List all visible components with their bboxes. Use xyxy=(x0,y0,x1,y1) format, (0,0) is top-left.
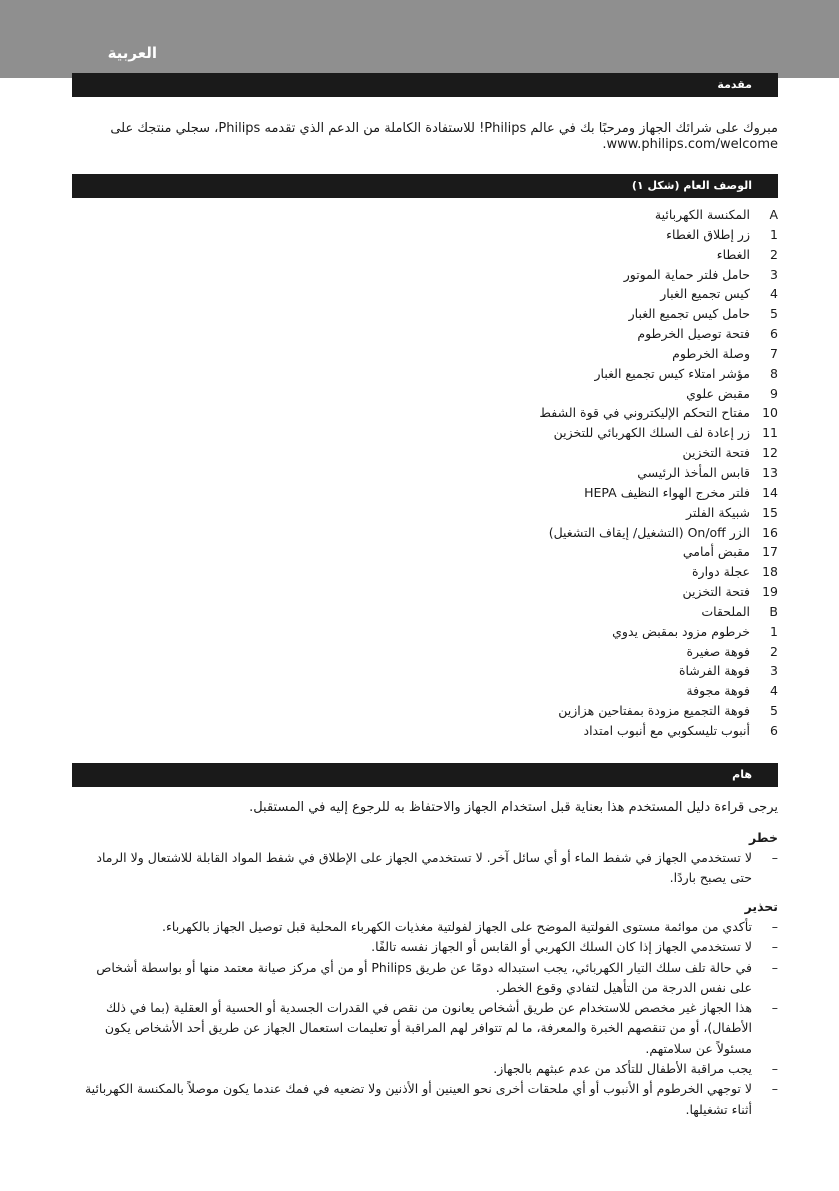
item-label: فتحة التخزين xyxy=(682,584,750,600)
item-number: 8 xyxy=(770,365,778,381)
language-tab xyxy=(0,0,839,78)
important-intro: يرجى قراءة دليل المستخدم هذا بعناية قبل استخدام الجهاز والاحتفاظ به للرجوع إليه في المستقبل. xyxy=(249,800,778,815)
parts-list-item xyxy=(539,265,778,285)
item-label: حامل فلتر حماية الموتور xyxy=(623,266,750,282)
parts-list-item xyxy=(539,701,778,721)
intro-paragraph-line2: www.philips.com/welcome. xyxy=(602,137,778,152)
item-number: 12 xyxy=(762,445,778,461)
parts-list-item xyxy=(539,602,778,622)
item-label: الملحقات xyxy=(701,603,750,619)
item-number: 14 xyxy=(762,484,778,500)
warning-item xyxy=(80,958,778,999)
item-label: قابس المأخذ الرئيسي xyxy=(637,464,750,480)
item-label: فلتر مخرج الهواء النظيف HEPA xyxy=(584,484,750,500)
item-number: 2 xyxy=(770,246,778,262)
section-heading-introduction: مقدمة xyxy=(72,73,778,97)
item-label: كيس تجميع الغبار xyxy=(660,286,750,302)
item-number: 2 xyxy=(770,643,778,659)
danger-item-text: لا تستخدمي الجهاز في شفط الماء أو أي سائل آخر. لا تستخدمي الجهاز على الإطلاق في شفط المواد القابلة للاشتعال ولا الرماد حتى يصبح باردًا. xyxy=(96,850,752,886)
item-number: 17 xyxy=(762,544,778,560)
item-number: 4 xyxy=(770,286,778,302)
bullet-dash: – xyxy=(771,919,778,934)
danger-list xyxy=(80,848,778,889)
item-number: 15 xyxy=(762,504,778,520)
parts-list-item xyxy=(539,661,778,681)
parts-list-item xyxy=(539,503,778,523)
bullet-dash: – xyxy=(771,1000,778,1016)
parts-list-item xyxy=(539,284,778,304)
item-number: 16 xyxy=(762,524,778,540)
item-label: مقبض أمامي xyxy=(682,544,750,560)
intro-paragraph-line1: مبروك على شرائك الجهاز ومرحبًا بك في عالم Philips! للاستفادة الكاملة من الدعم الذي تقدمه Philips، سجلي منتجك على xyxy=(110,121,778,136)
item-label: مفتاح التحكم الإليكتروني في قوة الشفط xyxy=(539,405,750,421)
parts-list-item xyxy=(539,205,778,225)
warning-item xyxy=(80,998,778,1059)
bullet-dash: – xyxy=(771,1061,778,1077)
item-label: زر إعادة لف السلك الكهربائي للتخزين xyxy=(553,425,750,441)
parts-list-item xyxy=(539,324,778,344)
item-label: شبيكة الفلتر xyxy=(685,504,750,520)
item-number: 13 xyxy=(762,464,778,480)
danger-title: خطر xyxy=(749,830,778,845)
parts-list-item xyxy=(539,364,778,384)
parts-list-item xyxy=(539,304,778,324)
item-number: 1 xyxy=(770,623,778,639)
parts-list-item xyxy=(539,443,778,463)
item-number: B xyxy=(769,603,778,619)
item-number: 18 xyxy=(762,564,778,580)
parts-list-item xyxy=(539,681,778,701)
item-number: 5 xyxy=(770,306,778,322)
item-label: المكنسة الكهربائية xyxy=(654,207,750,222)
parts-list-item xyxy=(539,721,778,741)
item-number: A xyxy=(769,207,778,222)
parts-list-item xyxy=(539,642,778,662)
warning-item xyxy=(80,1059,778,1079)
warning-item-text: تأكدي من موائمة مستوى الفولتية الموضح على الجهاز لفولتية مغذيات الكهرباء المحلية قبل توصيل الجهاز بالكهرباء. xyxy=(162,919,752,934)
section-heading-important: هام xyxy=(72,763,778,787)
item-label: فتحة التخزين xyxy=(682,445,750,461)
item-number: 9 xyxy=(770,385,778,401)
warning-item xyxy=(80,917,778,937)
language-tab-label: العربية xyxy=(107,44,157,62)
warning-item-text: في حالة تلف سلك التيار الكهربائي، يجب استبداله دومًا عن طريق Philips أو من أي مركز صيانة معتمد منها أو بواسطة أشخاص على نفس الدرجة من التأهيل لتفادي وقوع الخطر. xyxy=(96,959,752,995)
bullet-dash: – xyxy=(771,850,778,865)
warning-item-text: هذا الجهاز غير مخصص للاستخدام عن طريق أشخاص يعانون من نقص في القدرات الجسدية أو الحسية أو العقلية (بما في ذلك الأطفال)، أو من تنقصهم الخبرة والمعرفة، ما لم تتوافر لهم المراقبة أو تعليمات استعمال الجهاز عن طريق أحد الأشخاص يكون مسئولاً عن سلامتهم. xyxy=(104,1000,752,1056)
item-label: خرطوم مزود بمقبض يدوي xyxy=(612,623,750,639)
item-label: فوهة التجميع مزودة بمفتاحين هزازين xyxy=(558,703,750,719)
item-number: 6 xyxy=(770,326,778,342)
parts-list xyxy=(539,205,778,741)
parts-list-item xyxy=(539,582,778,602)
parts-list-item xyxy=(539,403,778,423)
item-label: أنبوب تليسكوبي مع أنبوب امتداد xyxy=(583,722,750,738)
item-number: 7 xyxy=(770,345,778,361)
item-number: 19 xyxy=(762,584,778,600)
parts-list-item xyxy=(539,483,778,503)
item-label: فوهة الفرشاة xyxy=(678,663,750,679)
warning-title: تحذير xyxy=(744,899,778,914)
warning-item-text: لا توجهي الخرطوم أو الأنبوب أو أي ملحقات أخرى نحو العينين أو الأذنين ولا تضعيه في فمك عندما يكون موصلاً بالمكنسة الكهربائية أثناء تشغيلها. xyxy=(84,1081,752,1117)
item-number: 11 xyxy=(762,425,778,441)
item-number: 4 xyxy=(770,683,778,699)
item-label: مقبض علوي xyxy=(686,385,750,401)
bullet-dash: – xyxy=(771,1081,778,1097)
parts-list-item xyxy=(539,225,778,245)
parts-list-item xyxy=(539,384,778,404)
parts-list-item xyxy=(539,423,778,443)
item-label: وصلة الخرطوم xyxy=(672,345,750,361)
warning-item xyxy=(80,1079,778,1120)
item-label: فوهة مجوفة xyxy=(686,683,750,699)
item-label: الغطاء xyxy=(716,246,750,262)
parts-list-item xyxy=(539,622,778,642)
parts-list-item xyxy=(539,463,778,483)
bullet-dash: – xyxy=(771,959,778,975)
danger-item xyxy=(80,848,778,889)
bullet-dash: – xyxy=(771,939,778,955)
parts-list-item xyxy=(539,562,778,582)
parts-list-item xyxy=(539,523,778,543)
item-label: الزر On/off (التشغيل/ إيقاف التشغيل) xyxy=(548,524,750,540)
item-label: حامل كيس تجميع الغبار xyxy=(628,306,750,322)
warning-item-text: لا تستخدمي الجهاز إذا كان السلك الكهربي أو القابس أو الجهاز نفسه تالفًا. xyxy=(371,939,752,955)
item-label: فتحة توصيل الخرطوم xyxy=(637,326,750,342)
warning-list xyxy=(80,917,778,1120)
warning-item xyxy=(80,937,778,957)
item-number: 3 xyxy=(770,266,778,282)
item-label: عجلة دوارة xyxy=(691,564,750,580)
item-number: 3 xyxy=(770,663,778,679)
parts-list-item xyxy=(539,245,778,265)
item-label: زر إطلاق الغطاء xyxy=(666,226,750,242)
item-number: 5 xyxy=(770,703,778,719)
parts-list-item xyxy=(539,344,778,364)
parts-list-item xyxy=(539,542,778,562)
warning-item-text: يجب مراقبة الأطفال للتأكد من عدم عبثهم بالجهاز. xyxy=(493,1061,752,1077)
item-number: 1 xyxy=(770,226,778,242)
item-number: 10 xyxy=(762,405,778,421)
section-heading-general-description: الوصف العام (شكل ١) xyxy=(72,174,778,198)
item-number: 6 xyxy=(770,722,778,738)
item-label: مؤشر امتلاء كيس تجميع الغبار xyxy=(594,365,750,381)
item-label: فوهة صغيرة xyxy=(686,643,750,659)
